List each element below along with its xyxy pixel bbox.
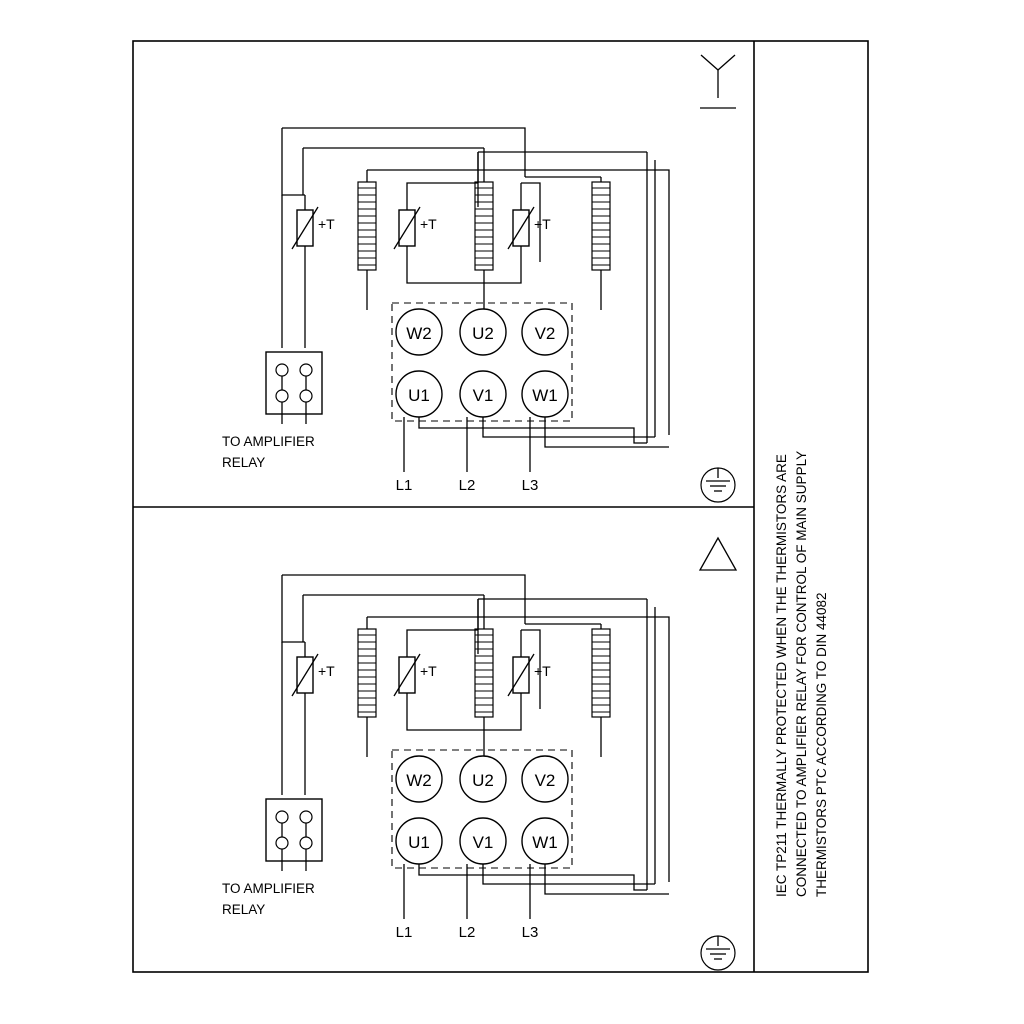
thermistor-3-delta: [508, 642, 534, 709]
thermistor-label-2-delta: +T: [420, 663, 437, 679]
terminals-lower-star: [396, 371, 568, 417]
terminal-label-u2: U2: [472, 324, 494, 343]
amplifier-terminal-block-star: [266, 352, 322, 424]
thermistor-label-3-delta: +T: [534, 663, 551, 679]
thermistor-2-star: [394, 195, 420, 262]
side-note-line1: IEC TP211 THERMALLY PROTECTED WHEN THE THERMISTORS ARE: [774, 454, 789, 897]
panel-delta: [222, 538, 736, 970]
terminals-lower-delta: [396, 818, 568, 864]
terminal-label-w2: W2: [406, 324, 432, 343]
amplifier-label-line1-star: TO AMPLIFIER: [222, 434, 315, 449]
phase-label-l3: L3: [521, 924, 539, 941]
thermistor-label-1-delta: +T: [318, 663, 335, 679]
winding-coils-star: [358, 148, 610, 310]
terminals-upper-delta: [396, 756, 568, 802]
terminal-label-u1: U1: [408, 833, 430, 852]
wye-symbol: [700, 55, 736, 108]
amplifier-label-line1-delta: TO AMPLIFIER: [222, 881, 315, 896]
phase-label-l2: L2: [458, 477, 476, 494]
terminal-label-v2: V2: [534, 771, 556, 790]
phase-label-l1: L1: [395, 477, 413, 494]
terminal-label-v2: V2: [534, 324, 556, 343]
phase-label-l3: L3: [521, 477, 539, 494]
terminal-label-w2: W2: [406, 771, 432, 790]
amplifier-label-line2-delta: RELAY: [222, 902, 266, 917]
thermistor-1-delta: [292, 642, 318, 709]
terminal-label-v1: V1: [472, 386, 494, 405]
thermistor-3-star: [508, 195, 534, 262]
terminal-label-u2: U2: [472, 771, 494, 790]
terminal-label-v1: V1: [472, 833, 494, 852]
earth-icon: [701, 936, 735, 970]
side-note-line3: THERMISTORS PTC ACCORDING TO DIN 44082: [814, 592, 829, 897]
panel-star: [222, 55, 736, 502]
side-note: [774, 451, 829, 897]
amplifier-terminal-block-delta: [266, 799, 322, 871]
winding-coils-delta: [358, 595, 610, 757]
phase-label-l2: L2: [458, 924, 476, 941]
side-note-line2: CONNECTED TO AMPLIFIER RELAY FOR CONTROL OF MAIN SUPPLY: [794, 450, 809, 897]
thermistor-2-delta: [394, 642, 420, 709]
terminal-label-u1: U1: [408, 386, 430, 405]
phase-label-l1: L1: [395, 924, 413, 941]
thermistor-label-1-star: +T: [318, 216, 335, 232]
terminals-upper-star: [396, 309, 568, 355]
earth-icon: [701, 468, 735, 502]
amplifier-label-line2-star: RELAY: [222, 455, 266, 470]
thermistor-label-3-star: +T: [534, 216, 551, 232]
terminal-label-w1: W1: [532, 386, 558, 405]
delta-symbol: [700, 538, 736, 570]
thermistor-label-2-star: +T: [420, 216, 437, 232]
thermistor-1-star: [292, 195, 318, 262]
terminal-label-w1: W1: [532, 833, 558, 852]
